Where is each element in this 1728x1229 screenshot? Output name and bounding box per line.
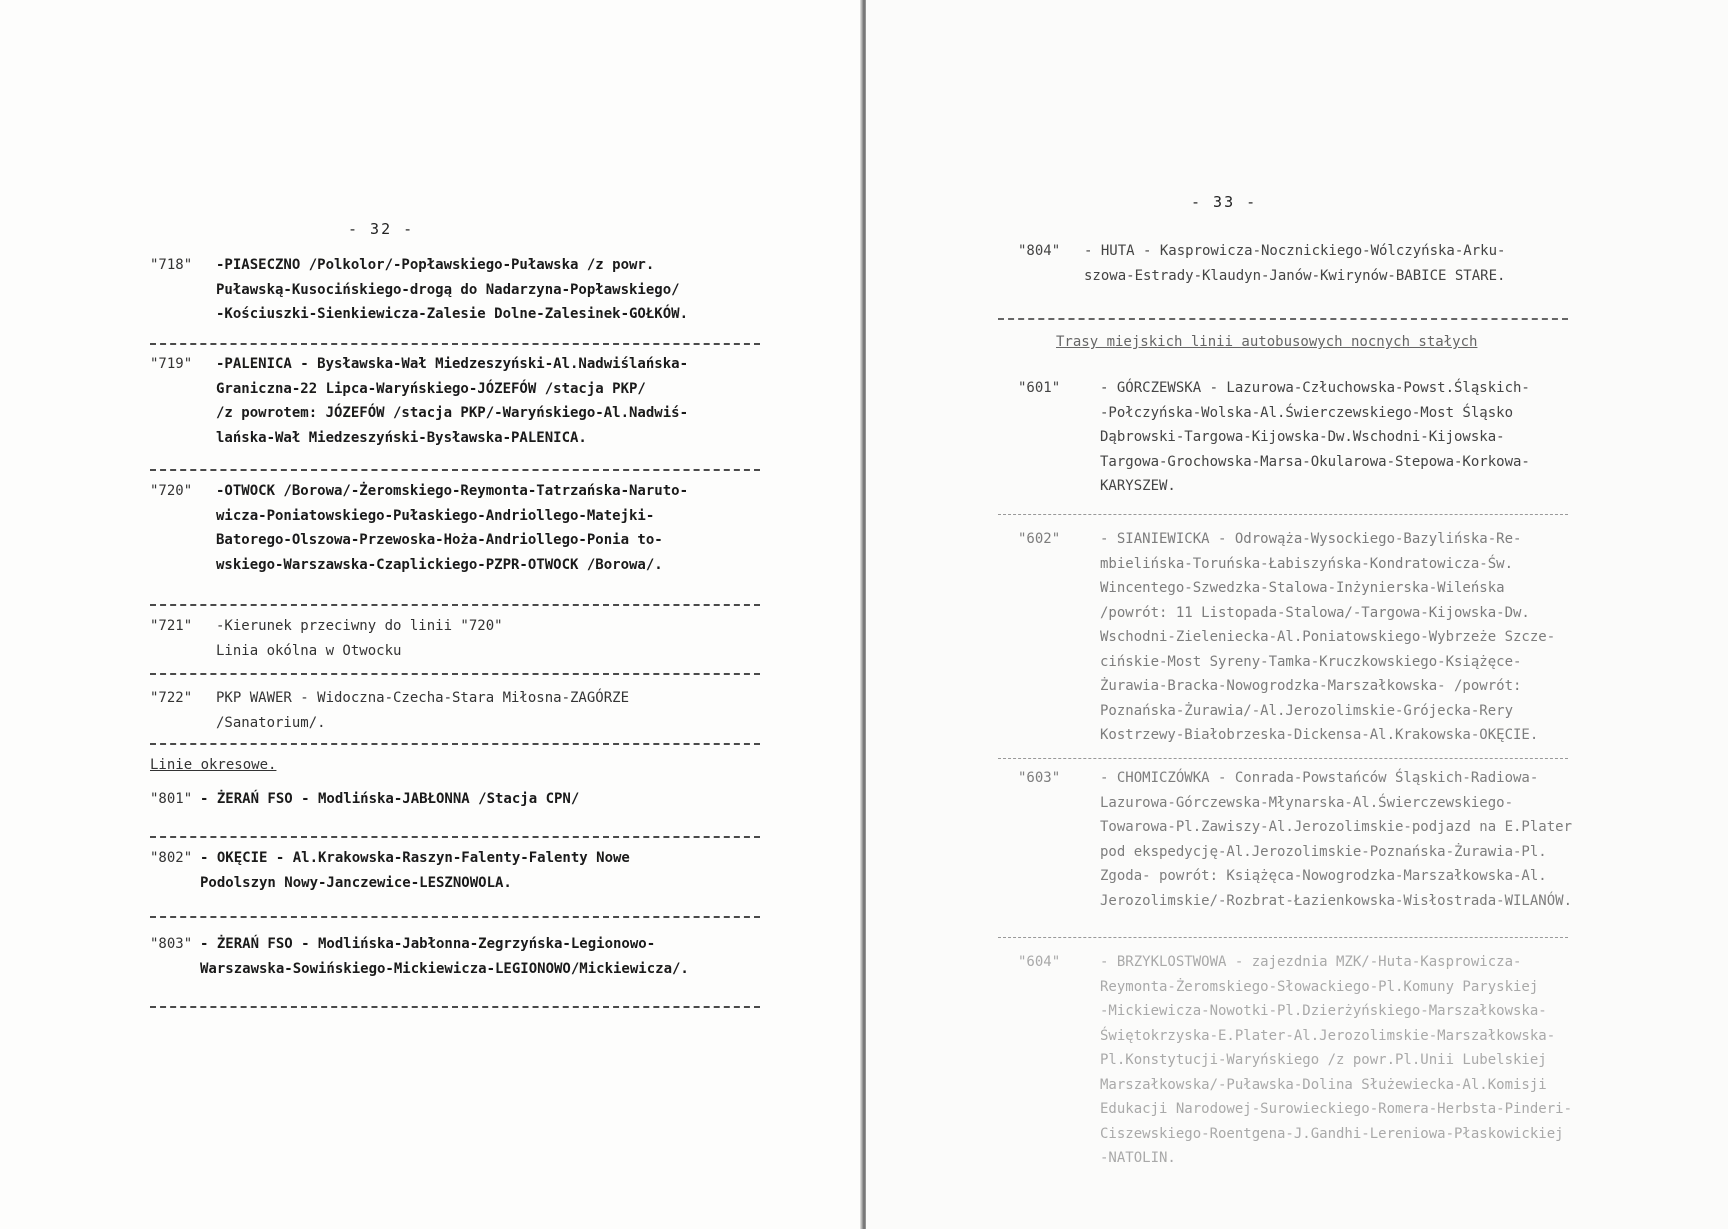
route-code: "718" xyxy=(150,257,193,273)
route-line: PKP WAWER - Widoczna-Czecha-Stara Miłosna-ZAGÓRZE xyxy=(216,690,630,706)
route-line: Puławską-Kusocińskiego-drogą do Nadarzyna-Popławskiego/ xyxy=(216,281,680,298)
route-line: Poznańska-Żurawia/-Al.Jerozolimskie-Grójecka-Rery xyxy=(1100,702,1514,719)
route-line: -PALENICA - Bysławska-Wał Miedzeszyński-Al.Nadwiślańska- xyxy=(216,356,689,372)
route-code: "720" xyxy=(150,483,193,499)
route-line: - ŻERAŃ FSO - Modlińska-Jabłonna-Zegrzyńska-Legionowo- xyxy=(200,936,656,952)
route-line: - CHOMICZÓWKA - Conrada-Powstańców Śląskich-Radiowa- xyxy=(1100,770,1539,786)
separator-rule xyxy=(150,604,760,606)
route-description xyxy=(216,479,688,577)
separator-rule xyxy=(150,916,760,918)
route-line: Lazurowa-Górczewska-Młynarska-Al.Świerczewskiego- xyxy=(1100,794,1514,811)
route-code: "604" xyxy=(1018,954,1061,970)
route-line: - OKĘCIE - Al.Krakowska-Raszyn-Falenty-Falenty Nowe xyxy=(200,850,630,866)
route-line: Świętokrzyska-E.Plater-Al.Jerozolimskie-Marszałkowska- xyxy=(1100,1027,1556,1044)
route-line: wskiego-Warszawska-Czaplickiego-PZPR-OTWOCK /Borowa/. xyxy=(216,556,663,573)
route-code: "804" xyxy=(1018,243,1061,259)
right-page xyxy=(866,0,1728,1229)
route-line: wicza-Poniatowskiego-Pułaskiego-Andriollego-Matejki- xyxy=(216,507,655,524)
route-description xyxy=(200,787,579,812)
route-line: Edukacji Narodowej-Surowieckiego-Romera-Herbsta-Pinderi- xyxy=(1100,1101,1573,1117)
route-code: "603" xyxy=(1018,770,1061,786)
separator-rule xyxy=(150,469,760,471)
route-description xyxy=(216,352,688,450)
route-line: -OTWOCK /Borowa/-Żeromskiego-Reymonta-Tatrzańska-Naruto- xyxy=(216,483,689,499)
route-line: Warszawska-Sowińskiego-Mickiewicza-LEGIONOWO/Mickiewicza/. xyxy=(200,960,689,977)
route-code: "601" xyxy=(1018,380,1061,396)
route-line: Wschodni-Zieleniecka-Al.Poniatowskiego-Wybrzeże Szcze- xyxy=(1100,629,1556,645)
route-description xyxy=(200,932,689,981)
route-line: -PIASECZNO /Polkolor/-Popławskiego-Puławska /z powr. xyxy=(216,257,655,273)
separator-rule xyxy=(150,743,760,745)
route-code: "602" xyxy=(1018,531,1061,547)
route-description xyxy=(1100,376,1530,499)
route-line: Batorego-Olszowa-Przewoska-Hoża-Andriollego-Ponia to- xyxy=(216,532,663,548)
route-code: "719" xyxy=(150,356,193,372)
route-line: KARYSZEW. xyxy=(1100,478,1176,494)
route-code: "802" xyxy=(150,850,193,866)
route-line: -Kościuszki-Sienkiewicza-Zalesie Dolne-Zalesinek-GOŁKÓW. xyxy=(216,306,689,322)
route-line: Kostrzewy-Białobrzeska-Dickensa-Al.Krakowska-OKĘCIE. xyxy=(1100,727,1539,743)
route-code: "722" xyxy=(150,690,193,706)
route-line: - GÓRCZEWSKA - Lazurowa-Człuchowska-Powst.Śląskich- xyxy=(1100,380,1530,396)
route-line: -Kierunek przeciwny do linii "720" xyxy=(216,618,503,634)
section-heading-periodic-lines: Linie okresowe. xyxy=(150,757,277,773)
route-description xyxy=(1100,950,1572,1171)
route-line: mbielińska-Toruńska-Łabiszyńska-Kondratowicza-Św. xyxy=(1100,555,1514,572)
separator-rule xyxy=(998,318,1568,320)
route-line: Dąbrowski-Targowa-Kijowska-Dw.Wschodni-Kijowska- xyxy=(1100,429,1505,445)
separator-rule xyxy=(150,343,760,345)
page-number-left: - 32 - xyxy=(348,220,415,238)
route-description xyxy=(216,614,503,663)
separator-rule xyxy=(150,673,760,675)
route-code: "803" xyxy=(150,936,193,952)
route-code: "801" xyxy=(150,791,193,807)
route-line: Linia okólna w Otwocku xyxy=(216,642,402,659)
route-line: Podolszyn Nowy-Janczewice-LESZNOWOLA. xyxy=(200,874,512,891)
route-line: Marszałkowska/-Puławska-Dolina Służewiecka-Al.Komisji xyxy=(1100,1076,1547,1093)
route-description xyxy=(216,253,688,327)
route-description xyxy=(1084,239,1505,288)
route-description xyxy=(200,846,630,895)
route-line: /Sanatorium/. xyxy=(216,714,326,731)
route-line: pod ekspedycję-Al.Jerozolimskie-Poznańska-Żurawia-Pl. xyxy=(1100,843,1547,860)
route-line: lańska-Wał Miedzeszyński-Bysławska-PALENICA. xyxy=(216,429,587,446)
route-description xyxy=(216,686,629,735)
route-line: Reymonta-Żeromskiego-Słowackiego-Pl.Komuny Paryskiej xyxy=(1100,978,1539,995)
route-description xyxy=(1100,766,1572,913)
route-line: szowa-Estrady-Klaudyn-Janów-Kwirynów-BABICE STARE. xyxy=(1084,267,1506,284)
separator-rule xyxy=(998,758,1568,759)
route-line: Żurawia-Bracka-Nowogrodzka-Marszałkowska- /powrót: xyxy=(1100,678,1522,694)
route-line: Graniczna-22 Lipca-Waryńskiego-JÓZEFÓW /stacja PKP/ xyxy=(216,380,646,397)
route-line: -NATOLIN. xyxy=(1100,1150,1176,1166)
route-line: - BRZYKLOSTWOWA - zajezdnia MZK/-Huta-Kasprowicza- xyxy=(1100,954,1522,970)
route-line: /powrót: 11 Listopada-Stalowa/-Targowa-Kijowska-Dw. xyxy=(1100,604,1530,621)
route-line: Wincentego-Szwedzka-Stalowa-Inżynierska-Wileńska xyxy=(1100,580,1505,596)
separator-rule xyxy=(998,514,1568,515)
route-line: Ciszewskiego-Roentgena-J.Gandhi-Lereniowa-Płaskowickiej xyxy=(1100,1125,1564,1142)
route-line: -Połczyńska-Wolska-Al.Świerczewskiego-Most Śląsko xyxy=(1100,404,1514,421)
route-line: - SIANIEWICKA - Odrowąża-Wysockiego-Bazylińska-Re- xyxy=(1100,531,1522,547)
route-line: Towarowa-Pl.Zawiszy-Al.Jerozolimskie-podjazd na E.Plater xyxy=(1100,819,1573,835)
route-line: Pl.Konstytucji-Waryńskiego /z powr.Pl.Unii Lubelskiej xyxy=(1100,1052,1547,1068)
route-line: /z powrotem: JÓZEFÓW /stacja PKP/-Waryńskiego-Al.Nadwiś- xyxy=(216,405,689,421)
route-line: - ŻERAŃ FSO - Modlińska-JABŁONNA /Stacja CPN/ xyxy=(200,791,580,807)
route-line: - HUTA - Kasprowicza-Nocznickiego-Wólczyńska-Arku- xyxy=(1084,243,1506,259)
route-code: "721" xyxy=(150,618,193,634)
section-heading-night-lines: Trasy miejskich linii autobusowych nocnych stałych xyxy=(1056,334,1478,350)
separator-rule xyxy=(150,836,760,838)
route-line: -Mickiewicza-Nowotki-Pl.Dzierżyńskiego-Marszałkowska- xyxy=(1100,1003,1547,1019)
page-number-right: - 33 - xyxy=(1191,193,1258,211)
route-line: cińskie-Most Syreny-Tamka-Kruczkowskiego-Książęce- xyxy=(1100,653,1522,670)
route-line: Jerozolimskie/-Rozbrat-Łazienkowska-Wisłostrada-WILANÓW. xyxy=(1100,892,1573,909)
route-line: Zgoda- powrót: Książęca-Nowogrodzka-Marszałkowska-Al. xyxy=(1100,868,1547,884)
route-line: Targowa-Grochowska-Marsa-Okularowa-Stepowa-Korkowa- xyxy=(1100,453,1530,470)
separator-rule xyxy=(150,1006,760,1008)
route-description xyxy=(1100,527,1555,748)
separator-rule xyxy=(998,937,1568,938)
